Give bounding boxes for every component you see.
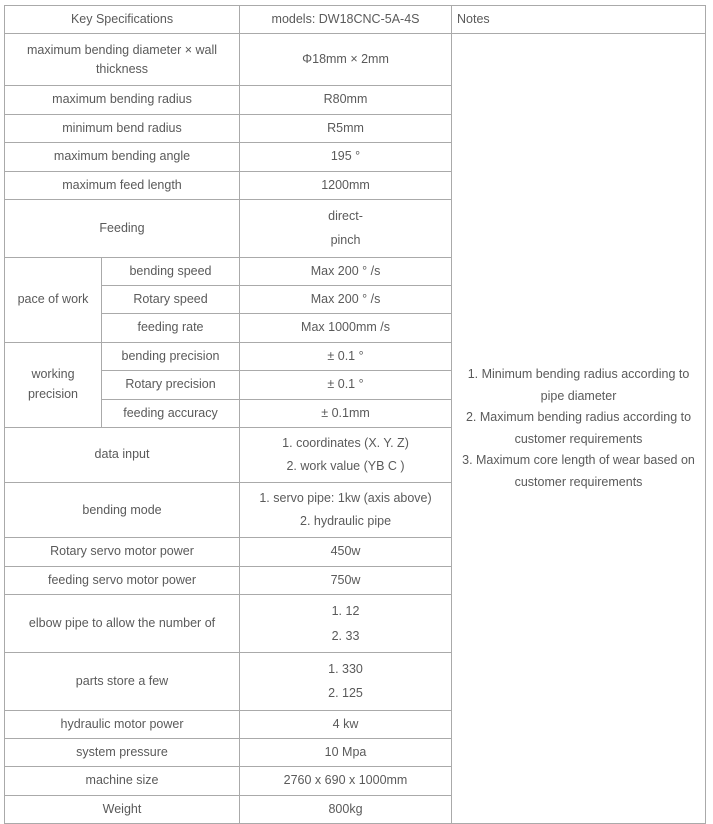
label-bending-precision: bending precision (102, 342, 240, 370)
value-feeding-line-2: pinch (330, 233, 361, 248)
label-feeding-rate: feeding rate (102, 314, 240, 342)
label-working-precision: working precision (5, 342, 102, 427)
label-max-bending-radius: maximum bending radius (5, 86, 240, 114)
label-min-bend-radius: minimum bend radius (5, 114, 240, 142)
value-feeding-line-1: direct- (328, 208, 363, 223)
header-model: models: DW18CNC-5A-4S (240, 6, 452, 34)
value-hydraulic-motor-power: 4 kw (240, 710, 452, 738)
header-key-specifications: Key Specifications (5, 6, 240, 34)
value-rotary-servo-power: 450w (240, 538, 452, 566)
value-max-feed-length: 1200mm (240, 171, 452, 199)
label-feeding: Feeding (5, 199, 240, 257)
value-max-bending-angle: 195 ° (240, 143, 452, 171)
value-max-bending-radius: R80mm (240, 86, 452, 114)
specifications-table (4, 5, 706, 824)
label-max-bending-angle: maximum bending angle (5, 143, 240, 171)
value-feeding (240, 199, 452, 257)
label-rotary-speed: Rotary speed (102, 286, 240, 314)
value-feeding-rate: Max 1000mm /s (240, 314, 452, 342)
label-bending-speed: bending speed (102, 257, 240, 285)
value-weight: 800kg (240, 795, 452, 823)
table-row (5, 34, 706, 86)
label-weight: Weight (5, 795, 240, 823)
value-data-input (240, 427, 452, 482)
value-parts-store-line-1: 1. 330 (328, 661, 363, 676)
value-feeding-servo-power: 750w (240, 566, 452, 594)
value-parts-store-line-2: 2. 125 (328, 686, 363, 701)
label-hydraulic-motor-power: hydraulic motor power (5, 710, 240, 738)
label-machine-size: machine size (5, 767, 240, 795)
value-system-pressure: 10 Mpa (240, 739, 452, 767)
label-rotary-precision: Rotary precision (102, 371, 240, 399)
value-data-input-line-2: 2. work value (YB C ) (286, 459, 405, 473)
header-notes: Notes (452, 6, 706, 34)
label-bending-mode: bending mode (5, 483, 240, 538)
value-bending-mode-line-1: 1. servo pipe: 1kw (axis above) (259, 491, 432, 506)
value-bending-diameter: Φ18mm × 2mm (240, 34, 452, 86)
note-item: 2. Maximum bending radius according to customer requirements (465, 410, 692, 446)
value-bending-precision: ± 0.1 ° (240, 342, 452, 370)
value-feeding-accuracy: ± 0.1mm (240, 399, 452, 427)
value-bending-speed: Max 200 ° /s (240, 257, 452, 285)
label-data-input: data input (5, 427, 240, 482)
note-item: 1. Minimum bending radius according to pipe diameter (467, 367, 690, 403)
label-bending-diameter: maximum bending diameter × wall thickness (5, 34, 240, 86)
note-item: 3. Maximum core length of wear based on customer requirements (462, 453, 695, 489)
value-machine-size: 2760 x 690 x 1000mm (240, 767, 452, 795)
value-elbow-pipe-number (240, 595, 452, 653)
label-max-feed-length: maximum feed length (5, 171, 240, 199)
value-elbow-pipe-line-1: 1. 12 (331, 604, 360, 619)
label-feeding-accuracy: feeding accuracy (102, 399, 240, 427)
value-elbow-pipe-line-2: 2. 33 (331, 628, 360, 643)
value-rotary-speed: Max 200 ° /s (240, 286, 452, 314)
table-header-row (5, 6, 706, 34)
value-bending-mode (240, 483, 452, 538)
value-min-bend-radius: R5mm (240, 114, 452, 142)
value-parts-store (240, 652, 452, 710)
label-pace-of-work: pace of work (5, 257, 102, 342)
value-data-input-line-1: 1. coordinates (X. Y. Z) (282, 435, 409, 450)
label-feeding-servo-power: feeding servo motor power (5, 566, 240, 594)
label-parts-store: parts store a few (5, 652, 240, 710)
label-elbow-pipe-number: elbow pipe to allow the number of (5, 595, 240, 653)
notes-cell (452, 34, 706, 824)
value-bending-mode-line-2: 2. hydraulic pipe (300, 514, 392, 529)
value-rotary-precision: ± 0.1 ° (240, 371, 452, 399)
label-system-pressure: system pressure (5, 739, 240, 767)
label-rotary-servo-power: Rotary servo motor power (5, 538, 240, 566)
